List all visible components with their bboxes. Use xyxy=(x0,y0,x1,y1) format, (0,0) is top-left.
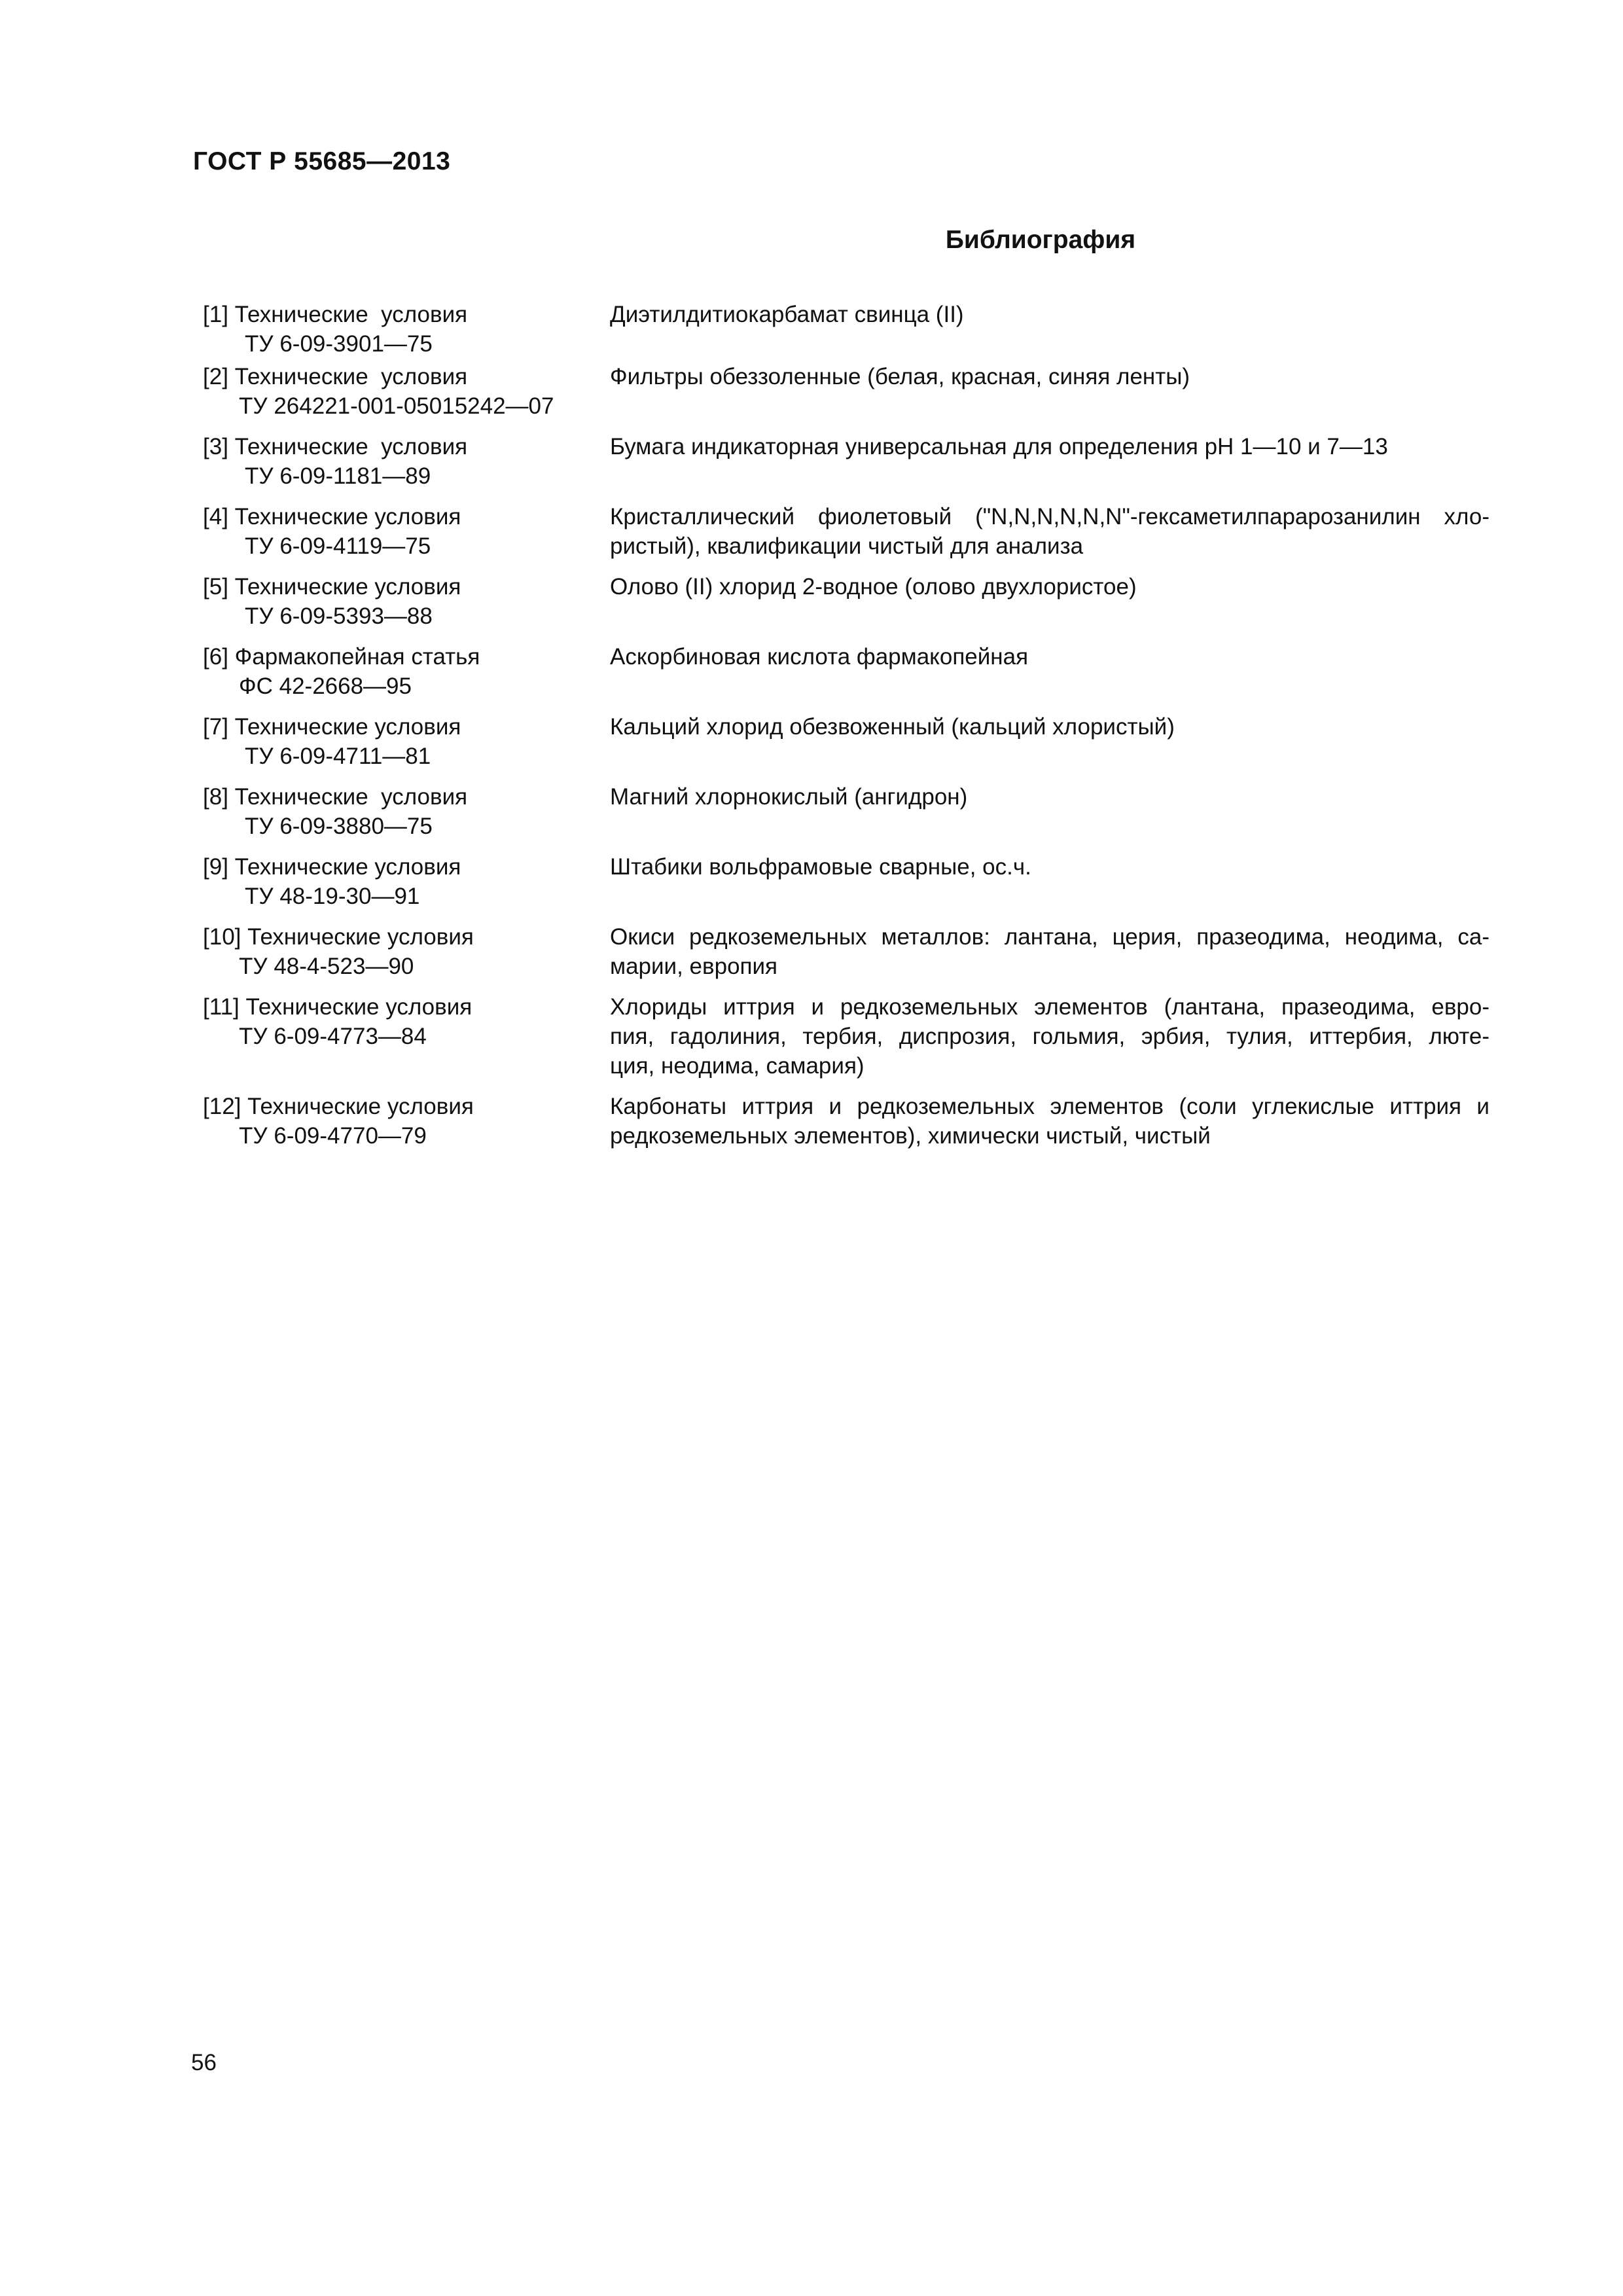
bibliography-list xyxy=(203,300,1489,1162)
entry-description-line: Хлориды иттрия и редкоземельных элементов (лантана, празеодима, евро- xyxy=(610,994,1489,1020)
bibliography-entry xyxy=(203,300,1489,359)
entry-description xyxy=(603,362,1489,391)
entry-reference xyxy=(203,992,603,1051)
entry-description-line: Аскорбиновая кислота фармакопейная xyxy=(610,644,1029,670)
entry-document-code: ТУ 48-4-523—90 xyxy=(239,954,414,979)
entry-description-line: редкоземельных элементов), химически чистый, чистый xyxy=(610,1123,1211,1149)
entry-description-line: ция, неодима, самария) xyxy=(610,1053,865,1079)
entry-reference xyxy=(203,852,603,911)
entry-description-line: Олово (II) хлорид 2-водное (олово двухлористое) xyxy=(610,574,1137,600)
entry-reference xyxy=(203,922,603,981)
entry-description-line: Окиси редкоземельных металлов: лантана, церия, празеодима, неодима, са- xyxy=(610,924,1489,950)
entry-description xyxy=(603,642,1489,672)
entry-document-code: ТУ 6-09-4770—79 xyxy=(239,1123,427,1149)
entry-source-type: [8] Технические условия xyxy=(203,784,468,810)
entry-description-line: Кальций хлорид обезвоженный (кальций хлористый) xyxy=(610,714,1175,740)
entry-source-type: [7] Технические условия xyxy=(203,714,461,740)
entry-reference xyxy=(203,572,603,631)
entry-document-code: ТУ 264221-001-05015242—07 xyxy=(239,393,554,419)
entry-document-code: ТУ 6-09-4119—75 xyxy=(245,533,431,559)
entry-source-type: [3] Технические условия xyxy=(203,434,468,459)
bibliography-entry xyxy=(203,712,1489,771)
entry-source-type: [6] Фармакопейная статья xyxy=(203,644,480,670)
entry-source-type: [4] Технические условия xyxy=(203,504,461,529)
entry-description xyxy=(603,1092,1489,1151)
entry-description xyxy=(603,502,1489,561)
entry-description xyxy=(603,992,1489,1081)
entry-document-code: ТУ 48-19-30—91 xyxy=(245,884,420,909)
entry-description xyxy=(603,432,1489,461)
entry-description-line: марии, европия xyxy=(610,954,777,979)
entry-reference xyxy=(203,642,603,701)
bibliography-entry xyxy=(203,642,1489,701)
entry-description-line: Бумага индикаторная универсальная для определения pH 1—10 и 7—13 xyxy=(610,434,1388,459)
entry-description-line: Фильтры обеззоленные (белая, красная, синяя ленты) xyxy=(610,364,1190,389)
bibliography-title: Библиография xyxy=(945,226,1136,254)
entry-description-line: Диэтилдитиокарбамат свинца (II) xyxy=(610,302,964,327)
entry-document-code: ТУ 6-09-3901—75 xyxy=(245,331,433,357)
bibliography-entry xyxy=(203,572,1489,631)
entry-source-type: [12] Технические условия xyxy=(203,1094,474,1119)
entry-source-type: [2] Технические условия xyxy=(203,364,468,389)
entry-reference xyxy=(203,782,603,841)
entry-description-line: Штабики вольфрамовые сварные, ос.ч. xyxy=(610,854,1031,880)
entry-source-type: [9] Технические условия xyxy=(203,854,461,880)
bibliography-entry xyxy=(203,852,1489,911)
bibliography-entry xyxy=(203,992,1489,1081)
entry-document-code: ФС 42-2668—95 xyxy=(239,673,412,699)
entry-description xyxy=(603,712,1489,742)
entry-description-line: пия, гадолиния, тербия, диспрозия, гольмия, эрбия, тулия, иттербия, люте- xyxy=(610,1024,1489,1049)
entry-reference xyxy=(203,432,603,491)
entry-document-code: ТУ 6-09-1181—89 xyxy=(245,463,431,489)
entry-document-code: ТУ 6-09-5393—88 xyxy=(245,603,433,629)
entry-source-type: [1] Технические условия xyxy=(203,302,468,327)
bibliography-entry xyxy=(203,432,1489,491)
bibliography-entry xyxy=(203,782,1489,841)
entry-document-code: ТУ 6-09-3880—75 xyxy=(245,814,433,839)
entry-reference xyxy=(203,1092,603,1151)
entry-reference xyxy=(203,362,603,421)
bibliography-entry xyxy=(203,922,1489,981)
page-number: 56 xyxy=(191,2050,217,2075)
entry-description xyxy=(603,782,1489,812)
entry-description xyxy=(603,300,1489,329)
entry-source-type: [10] Технические условия xyxy=(203,924,474,950)
entry-description-line: Кристаллический фиолетовый ("N,N,N,N,N,N"-гексаметилпарарозанилин хло- xyxy=(610,504,1489,529)
entry-reference xyxy=(203,502,603,561)
entry-reference xyxy=(203,300,603,359)
bibliography-entry xyxy=(203,502,1489,561)
entry-document-code: ТУ 6-09-4711—81 xyxy=(245,744,431,769)
entry-document-code: ТУ 6-09-4773—84 xyxy=(239,1024,427,1049)
entry-source-type: [11] Технические условия xyxy=(203,994,473,1020)
bibliography-entry xyxy=(203,362,1489,421)
bibliography-entry xyxy=(203,1092,1489,1151)
entry-description-line: Карбонаты иттрия и редкоземельных элементов (соли углекислые иттрия и xyxy=(610,1094,1489,1119)
entry-description xyxy=(603,852,1489,882)
document-code: ГОСТ Р 55685—2013 xyxy=(193,147,451,175)
entry-description xyxy=(603,572,1489,601)
entry-description-line: Магний хлорнокислый (ангидрон) xyxy=(610,784,968,810)
entry-description-line: ристый), квалификации чистый для анализа xyxy=(610,533,1084,559)
entry-source-type: [5] Технические условия xyxy=(203,574,461,600)
entry-reference xyxy=(203,712,603,771)
entry-description xyxy=(603,922,1489,981)
